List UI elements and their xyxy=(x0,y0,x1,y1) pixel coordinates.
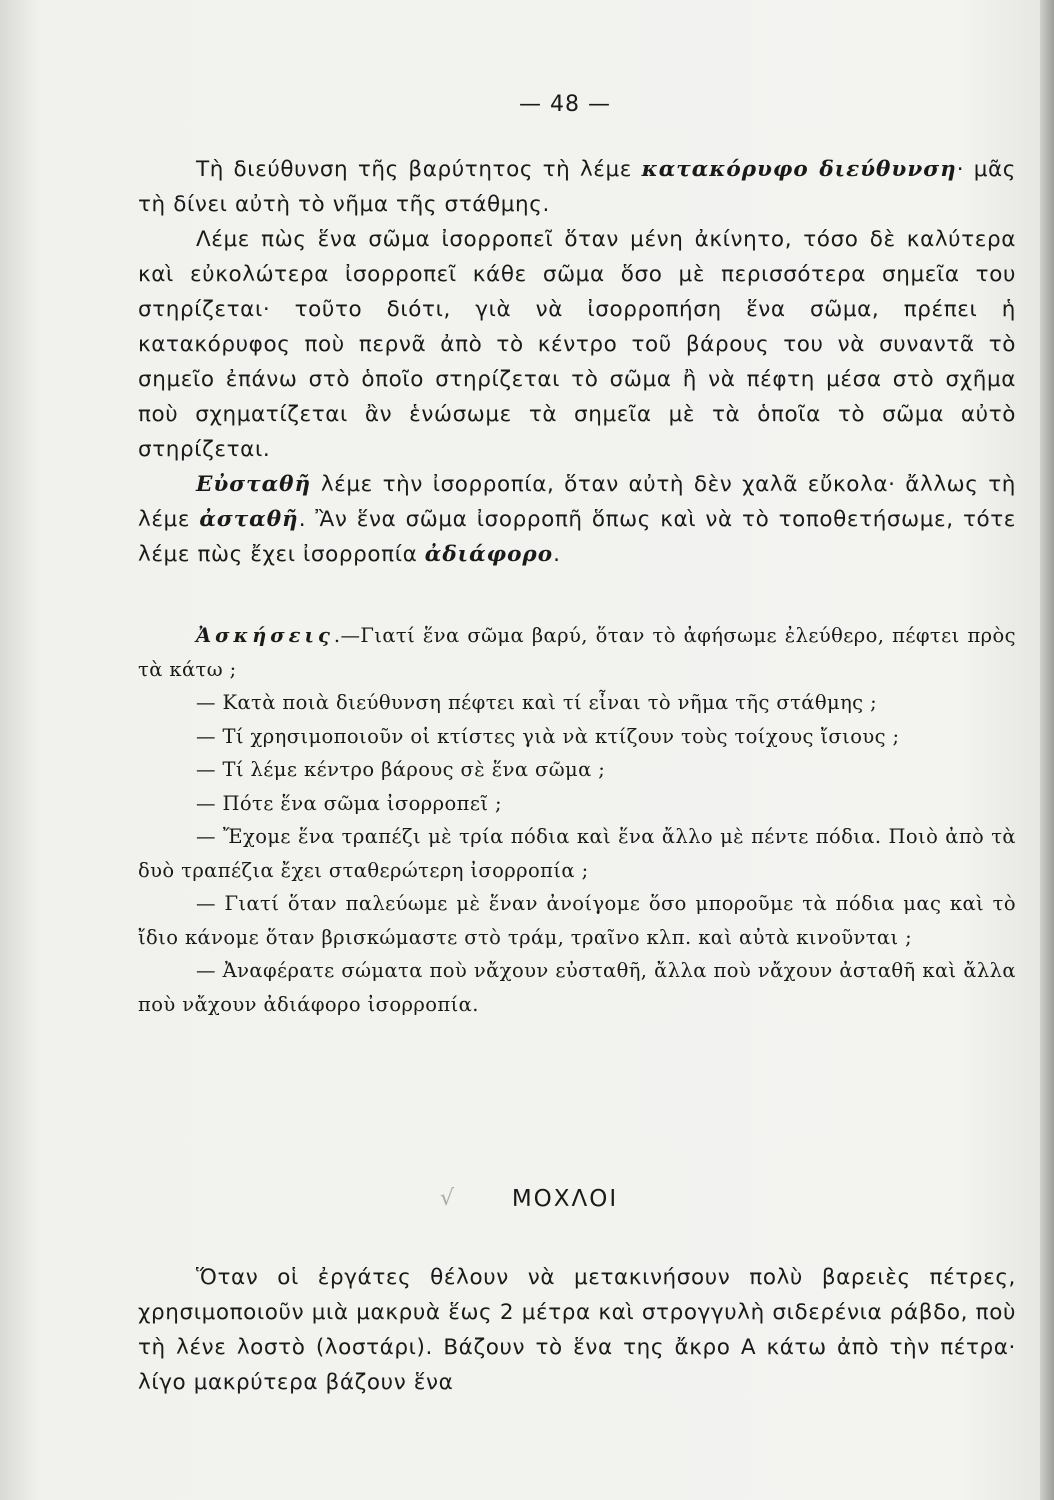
pencil-check-mark: √ xyxy=(440,1186,455,1211)
paragraph-vertical-direction xyxy=(138,152,1016,222)
exercise-question-3: — Τί χρησιμοποιοῦν οἱ κτίστες γιὰ νὰ κτίζουν τοὺς τοίχους ἴσιους ; xyxy=(196,724,900,748)
exercise-question-6: — Ἔχομε ἕνα τραπέζι μὲ τρία πόδια καὶ ἕνα ἄλλο μὲ πέντε πόδια. Ποιὸ ἀπὸ τὰ δυὸ τραπέζια ἔχει σταθερώτερη ἰσορροπία ; xyxy=(138,825,1016,882)
exercise-question-8: — Ἀναφέρατε σώματα ποὺ νἄχουν εὐσταθῆ, ἄλλα ποὺ νἄχουν ἀσταθῆ καὶ ἄλλα ποὺ νἄχουν ἀδιάφορο ἰσορροπία. xyxy=(138,959,1016,1016)
page-edge-shadow xyxy=(1040,0,1054,1500)
paragraph-levers-intro: Ὅταν οἱ ἐργάτες θέλουν νὰ μετακινήσουν πολὺ βαρειὲς πέτρες, χρησιμοποιοῦν μιὰ μακρυὰ ἕως 2 μέτρα καὶ στρογγυλὴ σιδερένια ράβδο, ποὺ τὴ λένε λοστὸ (λοστάρι). Βάζουν τὸ ἕνα της ἄκρο Α κάτω ἀπὸ τὴν πέτρα· λίγο μακρύτερα βάζουν ἕνα xyxy=(138,1265,1016,1395)
exercise-question-1 xyxy=(138,619,1016,686)
text-run: . Ἂν ἕνα σῶμα ἰσορροπῆ ὅπως καὶ νὰ τὸ τοποθετήσωμε, τότε λέμε πὼς ἔχει ἰσορροπία xyxy=(138,507,1017,567)
text-run: . xyxy=(553,542,561,567)
exercise-question-5: — Πότε ἕνα σῶμα ἰσορροπεῖ ; xyxy=(196,791,502,815)
text-run: Τὴ διεύθυνση τῆς βαρύτητος τὴ λέμε xyxy=(196,157,642,182)
text-run: .—Γιατί ἕνα σῶμα βαρύ, ὅταν τὸ ἀφήσωμε ἐλεύθερο, πέφτει πρὸς τὰ κάτω ; xyxy=(138,624,1016,681)
term-vertical-direction: κατακόρυφο διεύθυνση xyxy=(641,157,957,182)
exercise-question-4: — Τί λέμε κέντρο βάρους σὲ ἕνα σῶμα ; xyxy=(196,758,606,781)
paragraph-stability xyxy=(138,467,1016,572)
section-balance xyxy=(138,152,1016,572)
term-indifferent: ἀδιάφορο xyxy=(424,542,554,567)
page-number: — 48 — xyxy=(519,92,611,117)
exercise-question-7: — Γιατί ὅταν παλεύωμε μὲ ἕναν ἀνοίγομε ὅσο μποροῦμε τὰ πόδια μας καὶ τὸ ἴδιο κάνομε ὅταν βρισκώμαστε στὸ τράμ, τραῖνο κλπ. καὶ αὐτὰ κινοῦνται ; xyxy=(138,892,1016,949)
term-stable: Εὐσταθῆ xyxy=(196,472,312,497)
exercises-section xyxy=(138,619,1016,1021)
paragraph-equilibrium: Λέμε πὼς ἕνα σῶμα ἰσορροπεῖ ὅταν μένη ἀκίνητο, τόσο δὲ καλύτερα καὶ εὐκολώτερα ἰσορροπεῖ κάθε σῶμα ὅσο μὲ περισσότερα σημεῖα του στηρίζεται· τοῦτο διότι, γιὰ νὰ ἰσορροπήση ἕνα σῶμα, πρέπει ἡ κατακόρυφος ποὺ περνᾶ ἀπὸ τὸ κέντρο τοῦ βάρους του νὰ συναντᾶ τὸ σημεῖο ἐπάνω στὸ ὁποῖο στηρίζεται τὸ σῶμα ἢ νὰ πέφτη μέσα στὸ σχῆμα ποὺ σχηματίζεται ἂν ἑνώσωμε τὰ σημεῖα μὲ τὰ ὁποῖα τὸ σῶμα αὐτὸ στηρίζεται. xyxy=(138,227,1016,462)
exercise-question-2: — Κατὰ ποιὰ διεύθυνση πέφτει καὶ τί εἶναι τὸ νῆμα τῆς στάθμης ; xyxy=(196,691,878,714)
text-run: · μᾶς τὴ δίνει αὐτὴ τὸ νῆμα τῆς στάθμης. xyxy=(138,157,1017,217)
exercises-label: Ἀσκήσεις xyxy=(196,624,334,647)
section-levers xyxy=(138,1260,1016,1400)
text-run: λέμε τὴν ἰσορροπία, ὅταν αὐτὴ δὲν χαλᾶ εὔκολα· ἄλλως τὴ λέμε xyxy=(138,472,1016,532)
section-heading-levers: ΜΟΧΛΟΙ xyxy=(511,1186,619,1212)
term-unstable: ἀσταθῆ xyxy=(199,507,299,532)
